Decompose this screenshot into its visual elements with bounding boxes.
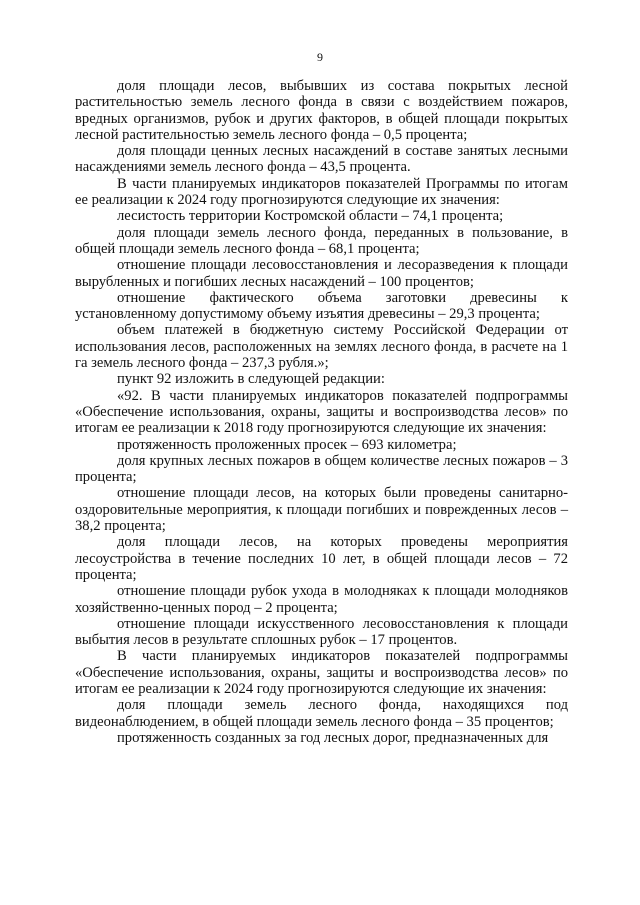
document-body	[75, 78, 568, 746]
paragraph: отношение площади лесовосстановления и лесоразведения к площади вырубленных и погибших лесных насаждений – 100 процентов;	[75, 257, 568, 290]
paragraph: отношение площади лесов, на которых были проведены санитарно-оздоровительные мероприятия, к площади погибших и поврежденных лесов – 38,2 процента;	[75, 485, 568, 535]
paragraph: доля площади земель лесного фонда, переданных в пользование, в общей площади земель лесного фонда – 68,1 процента;	[75, 224, 568, 257]
paragraph: лесистость территории Костромской области – 74,1 процента;	[117, 208, 504, 225]
paragraph: доля площади ценных лесных насаждений в составе занятых лесными насаждениями земель лесного фонда – 43,5 процента.	[75, 143, 568, 176]
paragraph: отношение площади рубок ухода в молодняках к площади молодняков хозяйственно-ценных пород – 2 процента;	[75, 583, 568, 616]
paragraph: доля крупных лесных пожаров в общем количестве лесных пожаров – 3 процента;	[75, 452, 568, 486]
paragraph: объем платежей в бюджетную систему Российской Федерации от использования лесов, расположенных на землях лесного фонда, в расчете на 1 га земель лесного фонда – 237,3 рубля.»;	[75, 322, 568, 372]
paragraph: доля площади земель лесного фонда, находящихся под видеонаблюдением, в общей площади земель лесного фонда – 35 процентов;	[75, 697, 568, 730]
paragraph: протяженность проложенных просек – 693 километра;	[117, 436, 457, 453]
paragraph: пункт 92 изложить в следующей редакции:	[117, 371, 385, 388]
page-number: 9	[317, 50, 323, 64]
paragraph: В части планируемых индикаторов показателей Программы по итогам ее реализации к 2024 году прогнозируются следующие их значения:	[75, 175, 568, 209]
paragraph: «92. В части планируемых индикаторов показателей подпрограммы «Обеспечение использования, охраны, защиты и воспроизводства лесов» по итогам ее реализации к 2018 году прогнозируются следующие их значения:	[75, 387, 568, 437]
paragraph: протяженность созданных за год лесных дорог, предназначенных для	[117, 729, 549, 746]
paragraph: В части планируемых индикаторов показателей подпрограммы «Обеспечение использования, охраны, защиты и воспроизводства лесов» по итогам ее реализации к 2024 году прогнозируются следующие их значения:	[75, 648, 568, 697]
paragraph: доля площади лесов, выбывших из состава покрытых лесной растительностью земель лесного фонда в связи с воздействием пожаров, вредных организмов, рубок и других факторов, в общей площади покрытых лесной растительностью земель лесного фонда – 0,5 процента;	[75, 78, 568, 143]
paragraph: отношение площади искусственного лесовосстановления к площади выбытия лесов в результате сплошных рубок – 17 процентов.	[75, 615, 568, 649]
paragraph: доля площади лесов, на которых проведены мероприятия лесоустройства в течение последних 10 лет, в общей площади лесов – 72 процента;	[75, 534, 568, 583]
paragraph: отношение фактического объема заготовки древесины к установленному допустимому объему изъятия древесины – 29,3 процента;	[75, 289, 568, 323]
